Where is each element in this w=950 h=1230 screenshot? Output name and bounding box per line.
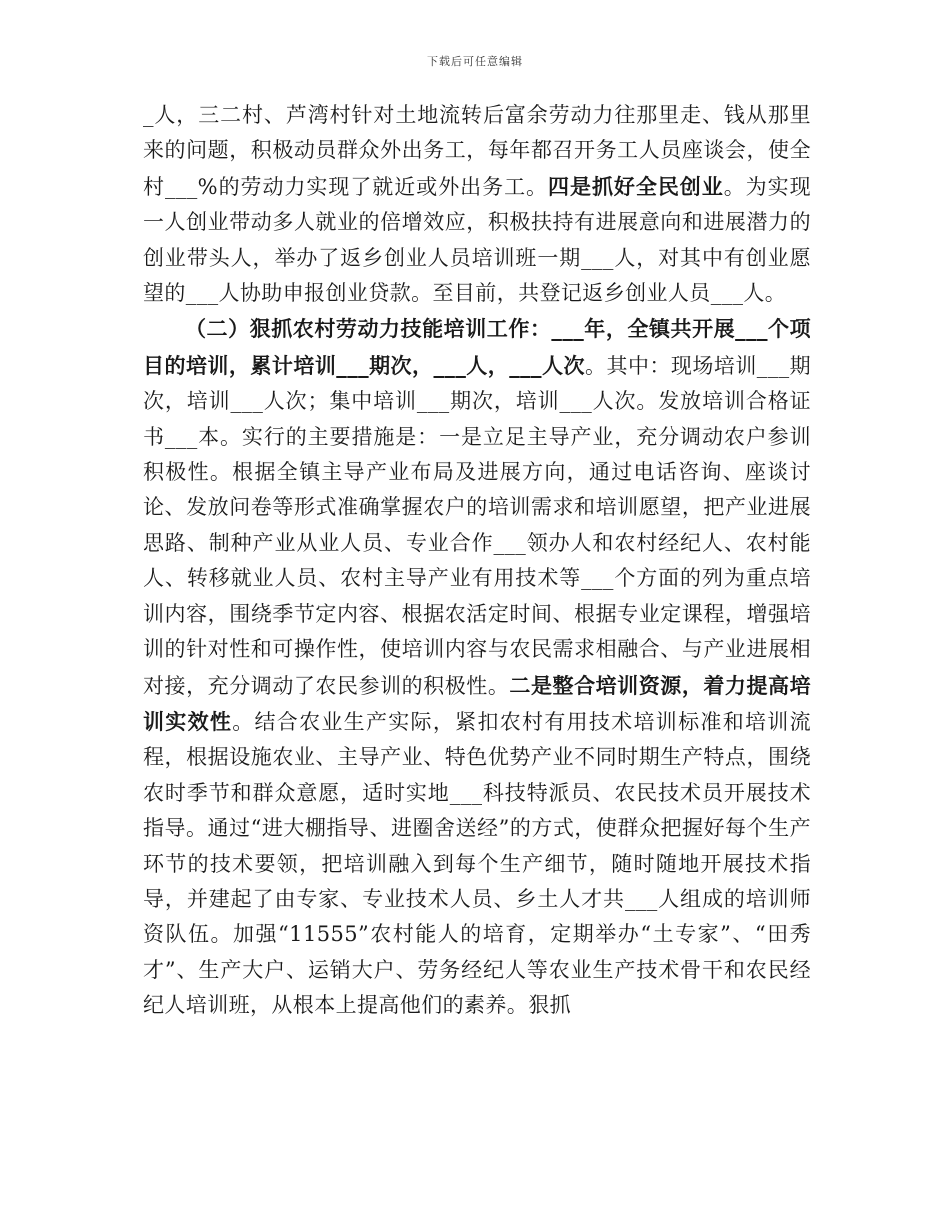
paragraph-1-segment-1: _人，三二村、芦湾村针对土地流转后富余劳动力往那里走、钱从那里来的问题，积极动员群众外出务工，每年都召开务工人员座谈会，使全村___%的劳动力实现了就近或外出务工。 (143, 103, 811, 199)
paragraph-1 (143, 98, 811, 311)
paragraph-1-segment-3: 。为实现一人创业带动多人就业的倍增效应，积极扶持有进展意向和进展潜力的创业带头人，举办了返乡创业人员培训班一期___人，对其中有创业愿望的___人协助申报创业贷款。至目前，共登记返乡创业人员___人。 (143, 174, 812, 306)
page-header: 下载后可任意编辑 (427, 55, 523, 68)
paragraph-2-segment-4: 。结合农业生产实际，紧扣农村有用技术培训标准和培训流程，根据设施农业、主导产业、特色优势产业不同时期生产特点，围绕农时季节和群众意愿，适时实地___科技特派员、农民技术员开展技术指导。通过“进大棚指导、进圈舍送经”的方式，使群众把握好每个生产环节的技术要领，把培训融入到每个生产细节，随时随地开展技术指导，并建起了由专家、专业技术人员、乡土人才共___人组成的培训师资队伍。加强“11555”农村能人的培育，定期举办“土专家”、“田秀才”、生产大户、运销大户、劳务经纪人等农业生产技术骨干和农民经纪人培训班，从根本上提高他们的素养。狠抓 (143, 709, 811, 1018)
paragraph-2 (143, 311, 811, 1023)
paragraph-2-bold-subheading: 二是整合培训资源，着力提高培训实效性 (143, 672, 811, 734)
paragraph-2-segment-2: 。其中：现场培训___期次，培训___人次；集中培训___期次，培训___人次。发放培训合格证书___本。实行的主要措施是：一是立足主导产业，充分调动农户参训积极性。根据全镇主导产业布局及进展方向，通过电话咨询、座谈讨论、发放问卷等形式准确掌握农户的培训需求和培训愿望，把产业进展思路、制种产业从业人员、专业合作___领办人和农村经纪人、农村能人、转移就业人员、农村主导产业有用技术等___个方面的列为重点培训内容，围绕季节定内容、根据农活定时间、根据专业定课程，增强培训的针对性和可操作性，使培训内容与农民需求相融合、与产业进展相对接，充分调动了农民参训的积极性。 (143, 353, 811, 698)
document-body (143, 98, 811, 1024)
paragraph-1-bold-heading: 四是抓好全民创业 (548, 173, 724, 199)
paragraph-2-bold-heading: （二）狠抓农村劳动力技能培训工作：___年，全镇共开展___个项目的培训，累计培训___期次，___人，___人次 (143, 316, 811, 378)
